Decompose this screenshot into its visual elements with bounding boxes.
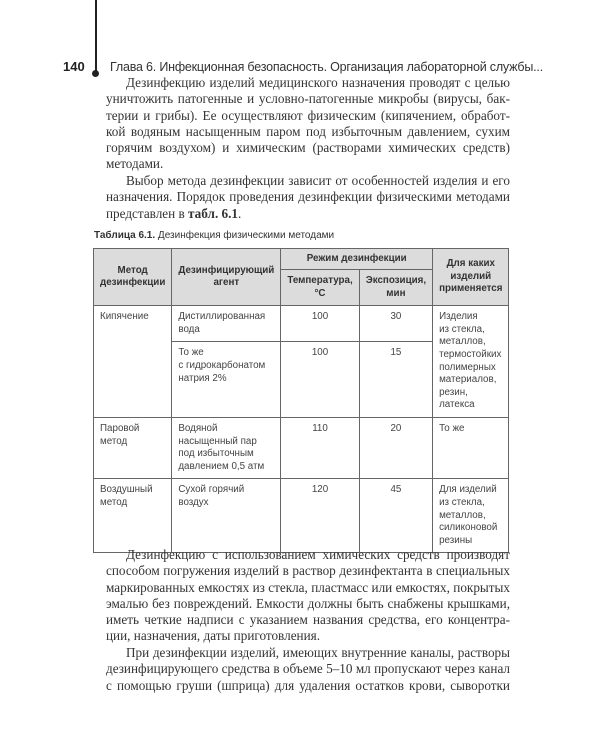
header-exposure: Экспозиция, мин <box>359 270 432 306</box>
cell-agent: Сухой горячий воздух <box>172 479 281 553</box>
text-line: иметь четкие надписи с указанием названия средства, его концентра- <box>106 612 510 628</box>
text-line: терии и грибы). Ее осуществляют физическим (кипячением, обработ- <box>106 107 510 123</box>
disinfection-table <box>93 248 509 553</box>
cell-usage: То же <box>433 417 509 478</box>
paragraph-4 <box>106 645 510 694</box>
header-rule-dot <box>92 70 99 77</box>
cell-method: Паровой метод <box>94 417 172 478</box>
header-usage: Для каких изделий применяется <box>433 249 509 306</box>
text-line: уничтожить патогенные и условно-патогенные микробы (вирусы, бак- <box>106 91 510 107</box>
cell-method: Кипячение <box>94 306 172 418</box>
text-line <box>106 206 510 222</box>
text-fragment: представлен в <box>106 205 189 221</box>
cell-exposure: 30 <box>359 306 432 342</box>
cell-method: Воздушный метод <box>94 479 172 553</box>
table-caption <box>94 230 334 241</box>
table-reference: табл. 6.1 <box>188 205 239 221</box>
paragraph-3 <box>106 547 510 645</box>
text-line: горячим воздухом) и химическим (растворами химических средств) <box>106 140 510 156</box>
header-method: Метод дезинфекции <box>94 249 172 306</box>
cell-agent: Дистиллированная вода <box>172 306 281 342</box>
table-caption-label: Таблица 6.1. <box>94 230 156 241</box>
text-line: Выбор метода дезинфекции зависит от особенностей изделия и его <box>126 173 510 188</box>
paragraph-2 <box>106 173 510 222</box>
text-line: кой водяным насыщенным паром под избыточным давлением, сухим <box>106 123 510 139</box>
text-line: эмалью без повреждений. Емкости должны быть снабжены крышками, <box>106 595 510 611</box>
cell-temperature: 120 <box>281 479 359 553</box>
text-line: с помощью груши (шприца) для удаления остатков крови, сыворотки <box>106 677 510 693</box>
text-line: назначения. Порядок проведения дезинфекции физическими методами <box>106 189 510 205</box>
header-temperature: Температура, °С <box>281 270 359 306</box>
cell-usage: Изделия из стекла, металлов, термостойких полимерных материалов, резин, латекса <box>433 306 509 418</box>
text-line: При дезинфекции изделий, имеющих внутренние каналы, растворы <box>126 645 510 660</box>
header-rule <box>95 0 97 72</box>
text-line: ции, назначения, даты приготовления. <box>106 628 321 644</box>
cell-temperature: 110 <box>281 417 359 478</box>
cell-exposure: 45 <box>359 479 432 553</box>
text-line: Дезинфекцию изделий медицинского назначения проводят с целью <box>126 75 510 90</box>
text-line: способом погружения изделий в раствор дезинфектанта в специальных <box>106 563 510 579</box>
cell-agent: Водяной насыщенный пар под избыточным давлением 0,5 атм <box>172 417 281 478</box>
page-number: 140 <box>63 59 85 74</box>
header-agent: Дезинфицирующий агент <box>172 249 281 306</box>
text-line: дезинфицирующего средства в объеме 5–10 мл пропускают через канал <box>106 661 510 677</box>
paragraph-1 <box>106 75 510 173</box>
cell-exposure: 20 <box>359 417 432 478</box>
running-title: Глава 6. Инфекционная безопасность. Организация лабораторной службы... <box>110 60 543 74</box>
text-line: маркированных емкостях из стекла, пластмасс или емкостях, покрытых <box>106 579 510 595</box>
cell-usage: Для изделий из стекла, металлов, силиконовой резины <box>433 479 509 553</box>
text-fragment: . <box>238 205 242 221</box>
cell-agent: То же с гидрокарбонатом натрия 2% <box>172 342 281 418</box>
cell-temperature: 100 <box>281 342 359 418</box>
header-mode: Режим дезинфекции <box>281 249 433 270</box>
text-line: методами. <box>106 156 164 172</box>
table-caption-text: Дезинфекция физическими методами <box>155 230 335 241</box>
table-row <box>94 479 509 553</box>
table-row <box>94 306 509 342</box>
text-line: Дезинфекцию с использованием химических средств производят <box>126 547 510 562</box>
table-row <box>94 417 509 478</box>
cell-temperature: 100 <box>281 306 359 342</box>
cell-exposure: 15 <box>359 342 432 418</box>
